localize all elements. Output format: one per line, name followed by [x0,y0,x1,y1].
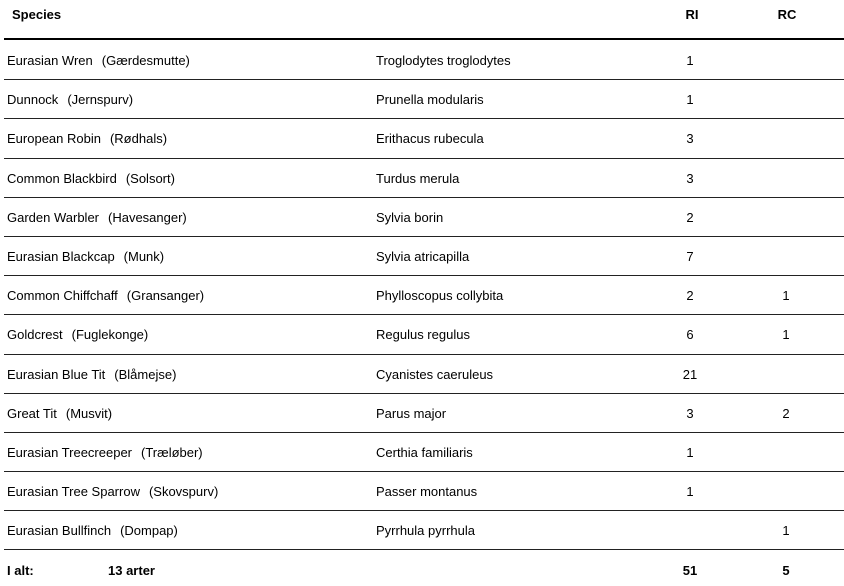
table-row [4,159,844,198]
scientific-name: Sylvia atricapilla [376,248,470,264]
ri-value: 3 [686,131,694,147]
table-row [4,41,844,80]
danish-name: (Rødhals) [109,131,168,147]
species-name [7,523,178,538]
ri-value: 2 [686,209,694,225]
table-header [0,0,844,40]
english-name: Eurasian Blue Tit [7,366,106,382]
scientific-name: Erithacus rubecula [376,131,484,147]
ri-value: 1 [686,92,694,108]
table-row [4,472,844,511]
ri-value: 7 [686,248,694,264]
table-row [4,355,844,394]
species-name [7,445,203,460]
species-name [7,92,133,107]
english-name: Great Tit [7,405,57,421]
ri-value: 3 [686,170,694,186]
species-name [7,171,175,186]
total-ri: 51 [682,563,698,578]
species-name [7,327,148,342]
species-name [7,131,167,146]
table-row [4,433,844,472]
english-name: Eurasian Blackcap [7,248,115,264]
danish-name: (Solsort) [125,170,175,186]
table-row [4,511,844,550]
danish-name: (Blåmejse) [114,366,177,382]
table-row [4,394,844,433]
danish-name: (Træløber) [141,444,203,460]
species-name [7,249,164,264]
rc-value: 1 [782,288,790,304]
scientific-name: Troglodytes troglodytes [376,53,511,68]
english-name: Common Blackbird [7,170,117,186]
table-row [4,198,844,237]
danish-name: (Gærdesmutte) [101,53,190,68]
ri-value: 1 [686,444,694,460]
table-row [4,315,844,354]
ri-value: 1 [686,53,694,68]
rc-value: 1 [782,327,790,343]
rc-value: 1 [782,523,790,539]
scientific-name: Sylvia borin [376,209,444,225]
header-divider [4,38,844,40]
english-name: Garden Warbler [7,209,99,225]
danish-name: (Dompap) [120,523,178,539]
english-name: European Robin [7,131,101,147]
species-name [7,484,218,499]
danish-name: (Musvit) [65,405,113,421]
danish-name: (Jernspurv) [67,92,134,108]
table-row [4,237,844,276]
species-name [7,406,112,421]
ri-value: 3 [686,405,694,421]
ri-value: 21 [682,366,698,382]
english-name: Eurasian Bullfinch [7,523,112,539]
rc-value: 2 [782,405,790,421]
scientific-name: Phylloscopus collybita [376,288,504,304]
header-species: Species [12,7,62,22]
table-row [4,80,844,119]
scientific-name: Turdus merula [376,170,460,186]
table-row [4,276,844,315]
scientific-name: Cyanistes caeruleus [376,366,494,382]
scientific-name: Regulus regulus [376,327,470,343]
ri-value: 1 [686,484,694,500]
english-name: Eurasian Tree Sparrow [7,484,140,500]
ri-value: 2 [686,288,694,304]
header-ri: RI [685,7,699,22]
danish-name: (Munk) [123,248,165,264]
english-name: Eurasian Wren [7,53,93,68]
total-row [0,563,844,583]
english-name: Common Chiffchaff [7,288,118,304]
table-body [4,41,844,550]
total-rc: 5 [782,563,790,578]
species-name [7,367,176,382]
danish-name: (Gransanger) [126,288,205,304]
english-name: Dunnock [7,92,59,108]
danish-name: (Fuglekonge) [71,327,149,343]
header-rc: RC [777,7,797,22]
ri-value: 6 [686,327,694,343]
scientific-name: Parus major [376,405,447,421]
total-label: I alt: [7,563,34,578]
table-row [4,119,844,158]
scientific-name: Passer montanus [376,484,478,500]
english-name: Eurasian Treecreeper [7,444,133,460]
english-name: Goldcrest [7,327,63,343]
species-name [7,210,187,225]
danish-name: (Havesanger) [108,209,187,225]
scientific-name: Certhia familiaris [376,444,473,460]
danish-name: (Skovspurv) [148,484,219,500]
scientific-name: Prunella modularis [376,92,484,108]
scientific-name: Pyrrhula pyrrhula [376,523,475,539]
species-name [7,288,204,303]
total-species-count: 13 arter [108,563,155,578]
species-name [7,53,190,68]
